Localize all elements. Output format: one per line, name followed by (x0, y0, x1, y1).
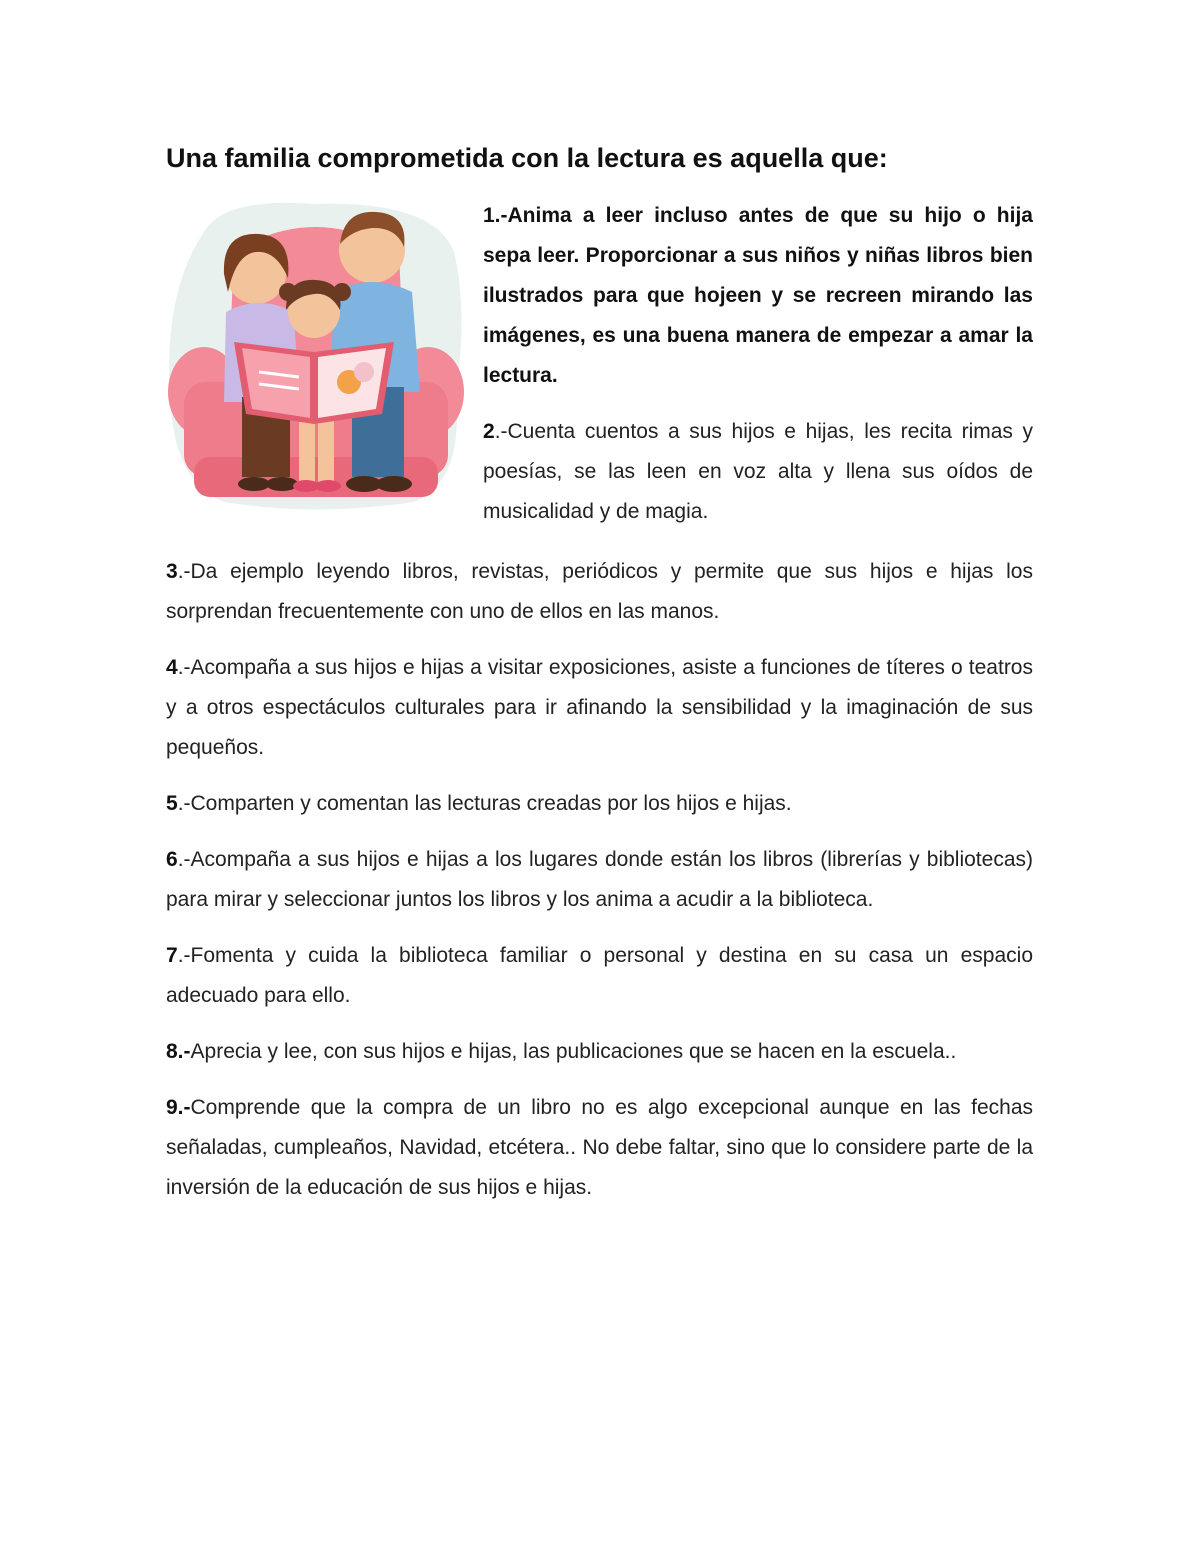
item-text: .-Fomenta y cuida la biblioteca familiar o personal y destina en su casa un espacio adecuado para ello. (166, 944, 1033, 1007)
item-number: 6 (166, 848, 178, 871)
list-item (166, 1088, 1033, 1208)
item-text: Comprende que la compra de un libro no es algo excepcional aunque en las fechas señaladas, cumpleaños, Navidad, etcétera.. No debe faltar, sino que lo considere parte de la inversión de la educación de sus hijos e hijas. (166, 1096, 1033, 1199)
item-number: 2 (483, 420, 495, 443)
item-number: 3 (166, 560, 178, 583)
item-number: 4 (166, 656, 178, 679)
item-text: Anima a leer incluso antes de que su hijo o hija sepa leer. Proporcionar a sus niños y niñas libros bien ilustrados para que hojeen y se recreen mirando las imágenes, es una buena manera de empezar a amar la lectura. (483, 204, 1033, 387)
item-number: 9.- (166, 1096, 191, 1119)
intro-column (483, 196, 1033, 548)
page-title: Una familia comprometida con la lectura es aquella que: (166, 143, 888, 173)
item-number: 5 (166, 792, 178, 815)
item-text: Aprecia y lee, con sus hijos e hijas, las publicaciones que se hacen en la escuela.. (190, 1040, 957, 1063)
list-item (166, 648, 1033, 768)
item-number: 1.- (483, 204, 508, 227)
item-number: 7 (166, 944, 178, 967)
list-item (483, 412, 1033, 532)
family-reading-icon (164, 192, 468, 512)
item-number: 8.- (166, 1040, 191, 1063)
list-item (166, 936, 1033, 1016)
item-text: .-Comparten y comentan las lecturas creadas por los hijos e hijas. (177, 792, 792, 815)
family-reading-illustration (164, 192, 468, 512)
item-text: .-Da ejemplo leyendo libros, revistas, periódicos y permite que sus hijos e hijas los sorprendan frecuentemente con uno de ellos en las manos. (166, 560, 1033, 623)
list-item (166, 1032, 1033, 1072)
item-text: .-Acompaña a sus hijos e hijas a visitar exposiciones, asiste a funciones de títeres o teatros y a otros espectáculos culturales para ir afinando la sensibilidad y la imaginación de sus pequeños. (166, 656, 1033, 759)
list-item (166, 784, 1033, 824)
list-item (483, 196, 1033, 396)
item-text: .-Acompaña a sus hijos e hijas a los lugares donde están los libros (librerías y bibliotecas) para mirar y seleccionar juntos los libros y los anima a acudir a la biblioteca. (166, 848, 1033, 911)
full-width-list (166, 552, 1033, 1224)
list-item (166, 840, 1033, 920)
item-text: .-Cuenta cuentos a sus hijos e hijas, les recita rimas y poesías, se las leen en voz alta y llena sus oídos de musicalidad y de magia. (483, 420, 1033, 523)
list-item (166, 552, 1033, 632)
